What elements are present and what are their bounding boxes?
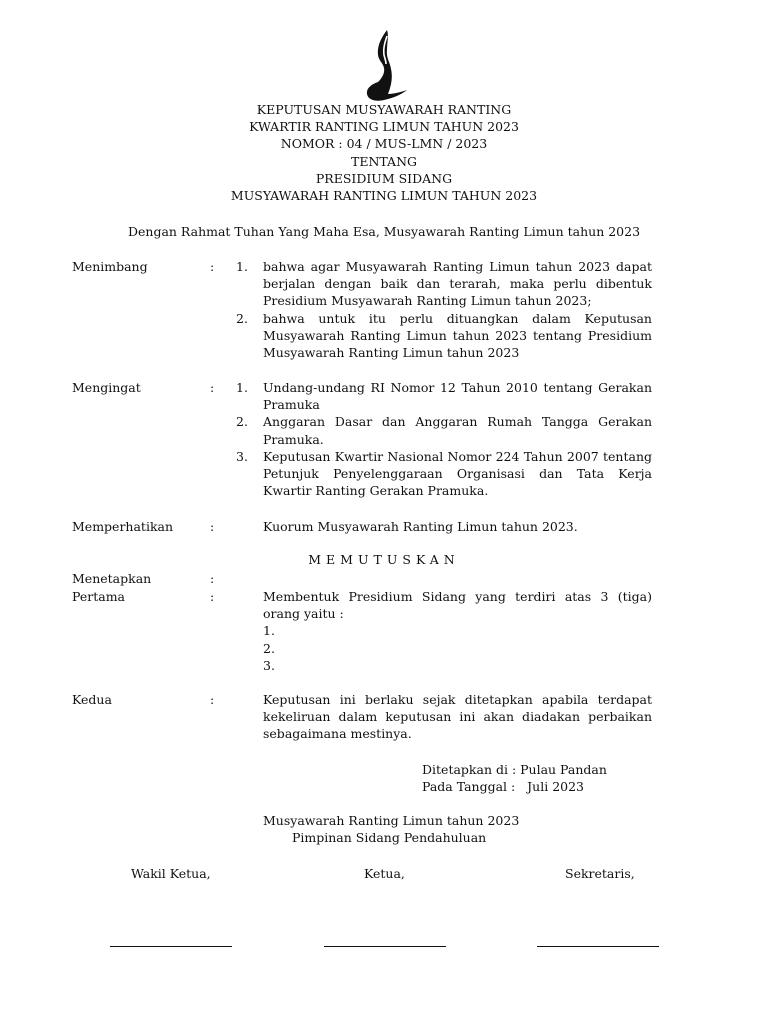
- header-subject-2: MUSYAWARAH RANTING LIMUN TAHUN 2023: [230, 188, 538, 204]
- colon: :: [210, 571, 215, 586]
- memperhatikan-text: Kuorum Musyawarah Ranting Limun tahun 2023.: [263, 519, 578, 534]
- header-title: KEPUTUSAN MUSYAWARAH RANTING: [256, 102, 512, 117]
- pertama-label: Pertama: [72, 589, 126, 604]
- list-number: 1.: [236, 380, 248, 395]
- kedua-text: Keputusan ini berlaku sejak ditetapkan apabila terdapat kekeliruan dalam keputusan ini akan diadakan perbaikan sebagaimana mestinya.: [263, 692, 652, 742]
- pada-tanggal: Pada Tanggal : Juli 2023: [422, 779, 584, 795]
- closing-line-2: Pimpinan Sidang Pendahuluan: [292, 830, 487, 846]
- colon: :: [210, 692, 215, 707]
- signature-line-sekretaris: [537, 946, 659, 947]
- memperhatikan-label: Memperhatikan: [72, 519, 174, 534]
- menimbang-label: Menimbang: [72, 259, 148, 274]
- memutuskan-heading: MEMUTUSKAN: [308, 552, 460, 567]
- memperhatikan-section: [72, 518, 652, 535]
- mengingat-label: Mengingat: [72, 380, 141, 395]
- ditetapkan-di: Ditetapkan di : Pulau Pandan: [422, 762, 607, 777]
- pertama-text: Membentuk Presidium Sidang yang terdiri atas 3 (tiga) orang yaitu :: [263, 589, 652, 622]
- list-number: 2.: [236, 310, 248, 326]
- menimbang-section: [72, 258, 652, 361]
- list-item: [236, 448, 652, 500]
- header-tentang: TENTANG: [350, 153, 417, 169]
- list-item: [236, 413, 652, 447]
- menetapkan-label: Menetapkan: [72, 571, 152, 586]
- closing-block: [263, 812, 519, 846]
- preamble: Dengan Rahmat Tuhan Yang Maha Esa, Musyawarah Ranting Limun tahun 2023: [127, 224, 641, 239]
- colon: :: [210, 589, 215, 604]
- list-text: bahwa untuk itu perlu dituangkan dalam Keputusan Musyawarah Ranting Limun tahun 2023 tentang Presidium Musyawarah Ranting Limun tahun 2023: [263, 310, 652, 361]
- list-item: [236, 379, 652, 413]
- colon: :: [210, 380, 215, 395]
- list-text: Keputusan Kwartir Nasional Nomor 224 Tahun 2007 tentang Petunjuk Penyelenggaraan Organisasi dan Tata Kerja Kwartir Ranting Gerakan Pramuka.: [263, 448, 652, 499]
- kedua-label: Kedua: [72, 692, 112, 707]
- header-number: NOMOR : 04 / MUS-LMN / 2023: [280, 136, 488, 152]
- signature-line-ketua: [324, 946, 446, 947]
- signature-title-sekretaris: Sekretaris,: [565, 866, 635, 881]
- signature-title-ketua: Ketua,: [364, 866, 405, 881]
- list-number: 1.: [236, 259, 248, 274]
- list-number: 2.: [236, 414, 248, 430]
- pertama-section: [72, 588, 652, 674]
- list-item: 3.: [263, 657, 275, 673]
- colon: :: [210, 519, 215, 534]
- list-text: Anggaran Dasar dan Anggaran Rumah Tangga Gerakan Pramuka.: [263, 414, 652, 447]
- list-item: [236, 258, 652, 310]
- pramuka-logo-icon: [360, 28, 410, 102]
- list-item: [236, 310, 652, 362]
- document-header: [0, 101, 768, 204]
- list-item: 1.: [263, 623, 275, 639]
- header-subject: PRESIDIUM SIDANG: [315, 170, 453, 186]
- colon: :: [210, 259, 215, 274]
- menetapkan-section: [72, 570, 652, 587]
- list-item: 2.: [263, 640, 275, 656]
- header-subtitle: KWARTIR RANTING LIMUN TAHUN 2023: [249, 119, 519, 135]
- place-date-block: [422, 761, 607, 795]
- list-text: bahwa agar Musyawarah Ranting Limun tahun 2023 dapat berjalan dengan baik dan terarah, maka perlu dibentuk Presidium Musyawarah Ranting Limun tahun 2023;: [263, 259, 652, 309]
- signature-line-wakil-ketua: [110, 946, 232, 947]
- closing-line-1: Musyawarah Ranting Limun tahun 2023: [263, 813, 520, 828]
- signature-title-wakil-ketua: Wakil Ketua,: [131, 866, 211, 881]
- list-number: 3.: [236, 448, 248, 464]
- list-text: Undang-undang RI Nomor 12 Tahun 2010 tentang Gerakan Pramuka: [263, 380, 652, 413]
- kedua-section: [72, 691, 652, 743]
- mengingat-section: [72, 379, 652, 499]
